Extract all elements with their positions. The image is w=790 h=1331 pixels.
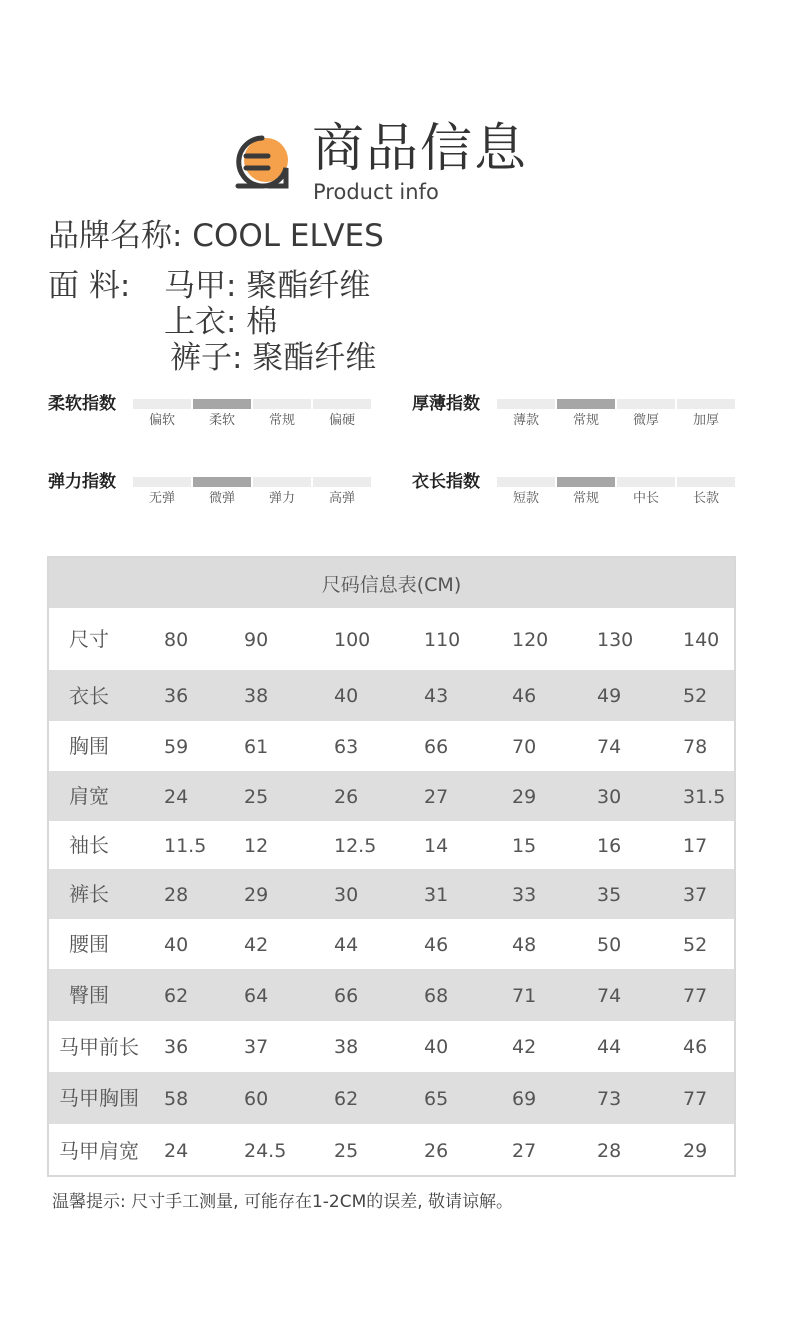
row-label: 胸围 — [69, 734, 109, 758]
size-header-cell: 80 — [164, 628, 189, 651]
index-option-label: 无弹 — [148, 491, 175, 506]
table-cell: 46 — [424, 933, 449, 956]
index-option-label: 常规 — [572, 491, 599, 506]
table-cell: 77 — [683, 984, 708, 1007]
table-cell: 74 — [597, 735, 622, 758]
index-title: 衣长指数 — [412, 472, 480, 492]
table-cell: 12.5 — [334, 834, 377, 857]
table-cell: 62 — [334, 1087, 359, 1110]
table-cell: 26 — [334, 785, 359, 808]
size-table — [47, 556, 736, 1177]
index-option-label: 薄款 — [512, 413, 539, 428]
size-header-cell: 140 — [683, 628, 720, 651]
size-header-cell: 90 — [244, 628, 269, 651]
table-cell: 46 — [683, 1036, 708, 1058]
index-option-label: 弹力 — [268, 491, 295, 506]
index-scale-segment — [253, 477, 311, 487]
table-cell: 38 — [334, 1036, 359, 1058]
table-cell: 24 — [164, 785, 189, 808]
table-cell: 42 — [512, 1036, 537, 1058]
table-cell: 27 — [512, 1140, 537, 1162]
size-header-row — [49, 608, 734, 670]
index-scale-segment — [617, 399, 675, 409]
row-label: 马甲肩宽 — [59, 1138, 139, 1163]
row-label: 马甲胸围 — [59, 1086, 139, 1110]
table-cell: 28 — [164, 883, 189, 906]
table-cell: 16 — [597, 834, 622, 857]
table-cell: 25 — [334, 1140, 359, 1162]
table-cell: 59 — [164, 735, 189, 758]
table-cell: 52 — [683, 933, 708, 956]
index-title: 柔软指数 — [48, 394, 116, 414]
table-cell: 25 — [244, 785, 269, 808]
table-cell: 12 — [244, 834, 269, 857]
table-cell: 44 — [597, 1036, 622, 1058]
table-cell: 60 — [244, 1087, 269, 1110]
index-scale-segment — [677, 477, 735, 487]
table-row — [49, 919, 734, 969]
page-title: 商品信息 — [312, 119, 529, 179]
table-cell: 70 — [512, 735, 537, 758]
index-scale-segment — [193, 477, 251, 487]
size-header-cell: 110 — [424, 628, 461, 651]
index-option-label: 偏硬 — [328, 413, 355, 428]
table-cell: 17 — [683, 834, 708, 857]
table-cell: 52 — [683, 685, 708, 707]
index-scale-segment — [557, 477, 615, 487]
row-label: 衣长 — [69, 683, 109, 708]
row-label: 裤长 — [69, 882, 109, 906]
table-cell: 30 — [334, 883, 359, 906]
index-option-label: 微厚 — [632, 413, 659, 428]
index-scale-segment — [133, 477, 191, 487]
table-cell: 36 — [164, 1036, 189, 1058]
index-scale-segment — [677, 399, 735, 409]
table-cell: 11.5 — [164, 834, 207, 857]
table-cell: 24.5 — [244, 1140, 287, 1162]
index-scale-segment — [497, 477, 555, 487]
size-header-cell: 100 — [334, 628, 371, 651]
table-cell: 40 — [424, 1036, 449, 1058]
row-label: 马甲前长 — [59, 1034, 139, 1059]
index-title: 弹力指数 — [48, 472, 116, 492]
table-cell: 48 — [512, 933, 537, 956]
brand-name: 品牌名称: COOL ELVES — [48, 218, 384, 254]
table-cell: 44 — [334, 933, 359, 956]
index-scale-segment — [557, 399, 615, 409]
table-cell: 28 — [597, 1140, 622, 1162]
index-option-label: 常规 — [268, 413, 295, 428]
table-cell: 74 — [597, 984, 622, 1007]
table-cell: 43 — [424, 685, 449, 707]
table-cell: 29 — [683, 1140, 708, 1162]
table-cell: 63 — [334, 735, 359, 758]
table-cell: 40 — [334, 685, 359, 707]
page-subtitle: Product info — [313, 180, 439, 204]
table-cell: 66 — [424, 735, 449, 758]
table-cell: 69 — [512, 1087, 537, 1110]
table-cell: 30 — [597, 785, 622, 808]
index-option-label: 偏软 — [148, 413, 175, 428]
size-header-cell: 120 — [512, 628, 549, 651]
table-cell: 40 — [164, 933, 189, 956]
index-scale-segment — [497, 399, 555, 409]
table-row — [49, 670, 734, 721]
fabric-label: 面 料: — [48, 268, 131, 304]
table-cell: 58 — [164, 1087, 189, 1110]
table-cell: 62 — [164, 984, 189, 1007]
table-cell: 61 — [244, 735, 269, 758]
index-scale-segment — [617, 477, 675, 487]
table-cell: 42 — [244, 933, 269, 956]
table-row — [49, 869, 734, 919]
table-cell: 31 — [424, 883, 449, 906]
table-cell: 24 — [164, 1140, 189, 1162]
size-table-title: 尺码信息表(CM) — [49, 558, 734, 608]
index-scale-segment — [133, 399, 191, 409]
index-scale-segment — [313, 399, 371, 409]
table-cell: 77 — [683, 1087, 708, 1110]
material-pants: 裤子: 聚酯纤维 — [170, 340, 377, 376]
table-cell: 14 — [424, 834, 449, 857]
table-row — [49, 1021, 734, 1072]
table-cell: 38 — [244, 685, 269, 707]
table-cell: 73 — [597, 1087, 622, 1110]
material-top: 上衣: 棉 — [164, 304, 278, 340]
table-cell: 66 — [334, 984, 359, 1007]
table-row — [49, 1072, 734, 1124]
index-option-label: 常规 — [572, 413, 599, 428]
table-row — [49, 1124, 734, 1177]
table-cell: 33 — [512, 883, 537, 906]
table-cell: 29 — [512, 785, 537, 808]
table-cell: 78 — [683, 735, 708, 758]
material-vest: 马甲: 聚酯纤维 — [164, 268, 371, 304]
table-row — [49, 969, 734, 1021]
table-cell: 46 — [512, 685, 537, 707]
menu-bubble-icon — [228, 134, 294, 194]
table-cell: 71 — [512, 984, 537, 1007]
index-option-label: 柔软 — [208, 413, 235, 428]
index-option-label: 高弹 — [328, 491, 355, 506]
size-header-cell: 130 — [597, 628, 634, 651]
index-scale-segment — [313, 477, 371, 487]
table-cell: 37 — [683, 883, 708, 906]
measurement-tip: 温馨提示: 尺寸手工测量, 可能存在1-2CM的误差, 敬请谅解。 — [52, 1192, 514, 1212]
table-cell: 35 — [597, 883, 622, 906]
table-cell: 26 — [424, 1140, 449, 1162]
index-option-label: 微弹 — [208, 491, 235, 506]
table-cell: 37 — [244, 1036, 269, 1058]
index-option-label: 中长 — [632, 491, 659, 506]
index-title: 厚薄指数 — [412, 394, 480, 414]
table-row — [49, 771, 734, 821]
table-cell: 68 — [424, 984, 449, 1007]
table-cell: 27 — [424, 785, 449, 808]
row-label: 尺寸 — [69, 627, 109, 651]
table-cell: 64 — [244, 984, 269, 1007]
table-cell: 15 — [512, 834, 537, 857]
index-option-label: 加厚 — [692, 413, 719, 428]
index-option-label: 长款 — [692, 491, 719, 506]
index-option-label: 短款 — [512, 491, 539, 506]
table-row — [49, 721, 734, 771]
index-scale-segment — [193, 399, 251, 409]
table-cell: 49 — [597, 685, 622, 707]
index-scale-segment — [253, 399, 311, 409]
table-cell: 65 — [424, 1087, 449, 1110]
table-cell: 50 — [597, 933, 622, 956]
row-label: 袖长 — [69, 833, 109, 857]
table-cell: 31.5 — [683, 785, 726, 808]
table-row — [49, 821, 734, 869]
table-cell: 36 — [164, 685, 189, 707]
row-label: 肩宽 — [69, 784, 109, 808]
row-label: 腰围 — [69, 932, 109, 956]
row-label: 臀围 — [69, 983, 109, 1007]
table-cell: 29 — [244, 883, 269, 906]
